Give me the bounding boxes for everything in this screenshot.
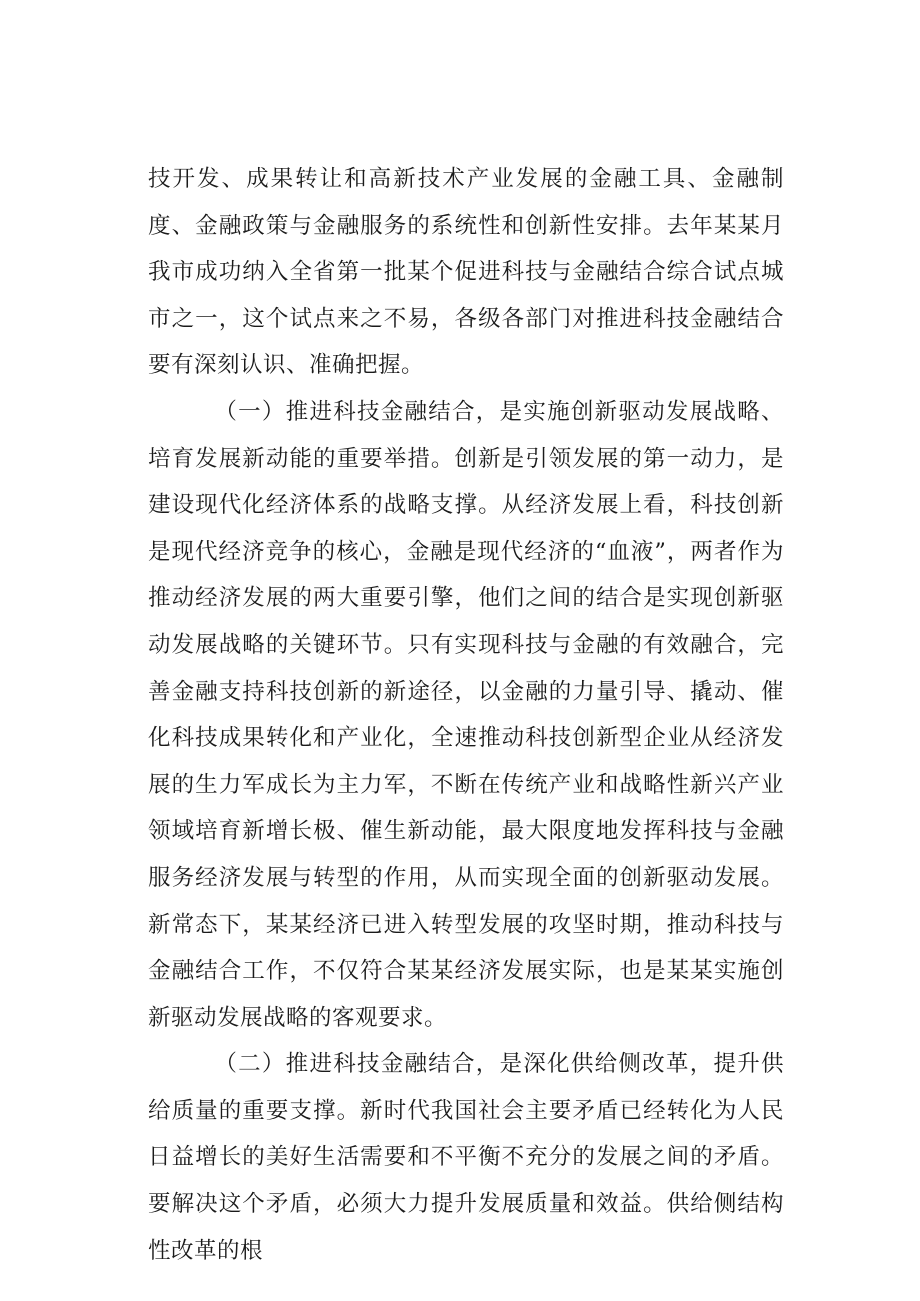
paragraph-section-two: （二）推进科技金融结合，是深化供给侧改革，提升供给质量的重要支撑。新时代我国社会主要矛盾已经转化为人民日益增长的美好生活需要和不平衡不充分的发展之间的矛盾。要解决这个矛盾，必须大力提升发展质量和效益。供给侧结构性改革的根 [148,1051,784,1264]
document-body [148,156,784,1274]
paragraph-section-one: （一）推进科技金融结合，是实施创新驱动发展战略、培育发展新动能的重要举措。创新是引领发展的第一动力，是建设现代化经济体系的战略支撑。从经济发展上看，科技创新是现代经济竞争的核心，金融是现代经济的“血液”，两者作为推动经济发展的两大重要引擎，他们之间的结合是实现创新驱动发展战略的关键环节。只有实现科技与金融的有效融合，完善金融支持科技创新的新途径，以金融的力量引导、撬动、催化科技成果转化和产业化，全速推动科技创新型企业从经济发展的生力军成长为主力军，不断在传统产业和战略性新兴产业领域培育新增长极、催生新动能，最大限度地发挥科技与金融服务经济发展与转型的作用，从而实现全面的创新驱动发展。新常态下，某某经济已进入转型发展的攻坚时期，推动科技与金融结合工作，不仅符合某某经济发展实际，也是某某实施创新驱动发展战略的客观要求。 [148,398,784,1031]
paragraph-continuation: 技开发、成果转让和高新技术产业发展的金融工具、金融制度、金融政策与金融服务的系统性和创新性安排。去年某某月我市成功纳入全省第一批某个促进科技与金融结合综合试点城市之一，这个试点来之不易，各级各部门对推进科技金融结合要有深刻认识、准确把握。 [148,166,784,379]
